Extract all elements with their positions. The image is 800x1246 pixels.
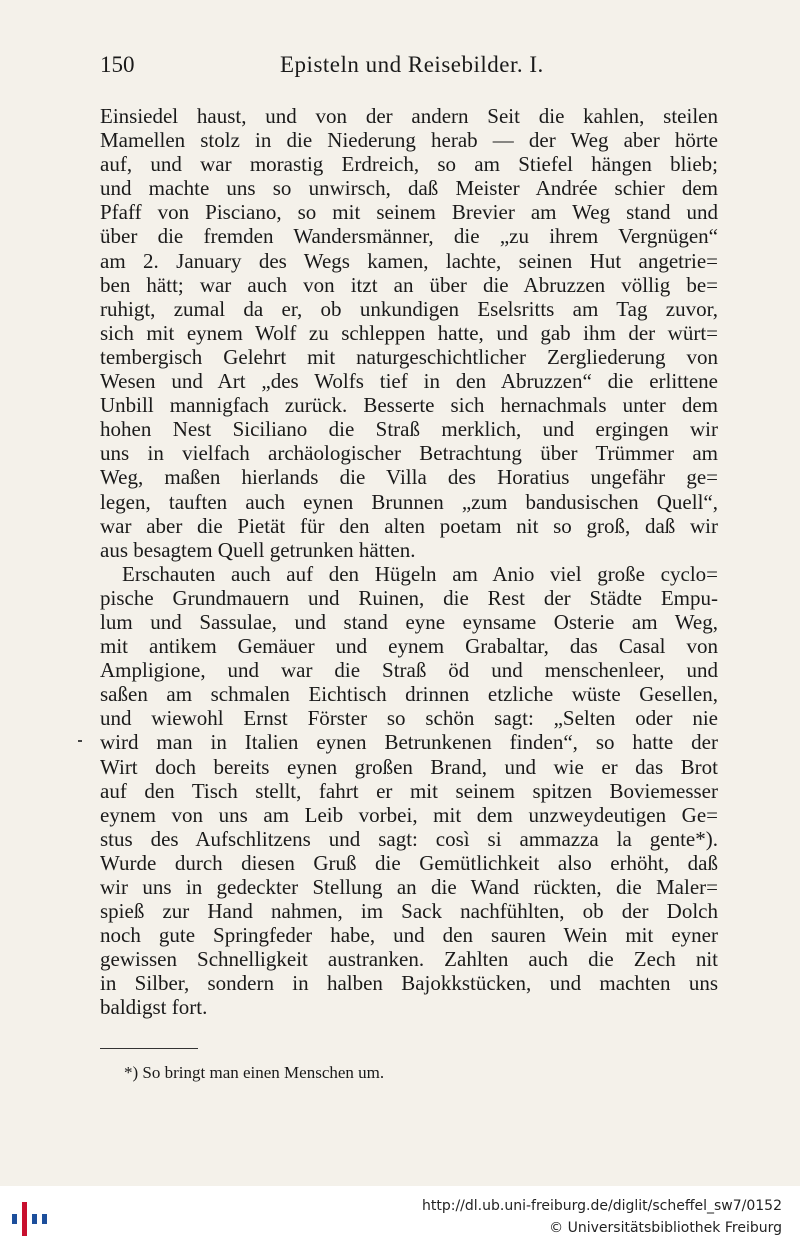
text-line: wir uns in gedeckter Stellung an die Wand rückten, die Maler=	[100, 875, 718, 899]
source-url-link[interactable]: http://dl.ub.uni-freiburg.de/diglit/scheffel_sw7/0152	[422, 1198, 782, 1214]
text-line: in Silber, sondern in halben Bajokkstücken, und machten uns	[100, 971, 718, 996]
text-line: baldigst fort.	[100, 995, 208, 1020]
text-line: noch gute Springfeder habe, und den sauren Wein mit eyner	[100, 923, 718, 948]
text-line: tembergisch Gelehrt mit naturgeschichtlicher Zergliederung von	[100, 344, 718, 369]
text-line: eynem von uns am Leib vorbei, mit dem unzweydeutigen Ge=	[100, 802, 718, 827]
text-line: Wirt doch bereits eynen großen Brand, und wie er das Brot	[100, 754, 718, 779]
text-line: auf, und war morastig Erdreich, so am Stiefel hängen blieb;	[100, 152, 718, 177]
text-line: Ampligione, und war die Straß öd und menschenleer, und	[100, 658, 718, 683]
footnote-rule	[100, 1048, 198, 1049]
text-line: saßen am schmalen Eichtisch drinnen etzliche wüste Gesellen,	[100, 682, 718, 707]
text-line: auf den Tisch stellt, fahrt er mit seinem spitzen Boviemesser	[100, 778, 718, 803]
text-line: ben hätt; war auch von itzt an über die Abruzzen völlig be=	[100, 272, 718, 297]
text-line: uns in vielfach archäologischer Betrachtung über Trümmer am	[100, 441, 718, 466]
text-line: spieß zur Hand nahmen, im Sack nachfühlten, ob der Dolch	[100, 899, 718, 924]
text-line: Weg, maßen hierlands die Villa des Horatius ungefähr ge=	[100, 465, 718, 490]
text-line: und machte uns so unwirsch, daß Meister Andrée schier dem	[100, 176, 718, 201]
page-number: 150	[100, 52, 135, 77]
copyright-notice: © Universitätsbibliothek Freiburg	[549, 1220, 782, 1236]
text-line: über die fremden Wandersmänner, die „zu ihrem Vergnügen“	[100, 224, 718, 249]
text-line: sich mit eynem Wolf zu schleppen hatte, und gab ihm der würt=	[100, 320, 718, 345]
text-line: aus besagtem Quell getrunken hätten.	[100, 537, 416, 562]
page-header	[100, 52, 716, 88]
footer-bar	[0, 1188, 800, 1246]
text-line: ruhigt, zumal da er, ob unkundigen Eselsritts am Tag zuvor,	[100, 296, 718, 321]
text-line: stus des Aufschlitzens und sagt: così si ammazza la gente*).	[100, 826, 718, 851]
text-line: Unbill mannigfach zurück. Besserte sich hernachmals unter dem	[100, 393, 718, 418]
body-text	[100, 104, 718, 1020]
footnote: *) So bringt man einen Menschen um.	[124, 1063, 385, 1082]
text-line: mit antikem Gemäuer und eynem Grabaltar, das Casal von	[100, 634, 718, 659]
margin-mark	[78, 740, 82, 742]
text-line: Pfaff von Pisciano, so mit seinem Brevier am Weg stand und	[100, 200, 718, 225]
text-line: Einsiedel haust, und von der andern Seit die kahlen, steilen	[100, 104, 718, 128]
text-line: Erschauten auch auf den Hügeln am Anio viel große cyclo=	[122, 561, 718, 586]
text-line: am 2. January des Wegs kamen, lachte, seinen Hut angetrie=	[100, 248, 718, 273]
text-line: Wurde durch diesen Gruß die Gemütlichkeit also erhöht, daß	[100, 850, 718, 875]
library-logo-icon[interactable]	[8, 1194, 52, 1238]
text-line: pische Grundmauern und Ruinen, die Rest der Städte Empu-	[100, 585, 718, 610]
text-line: lum und Sassulae, und stand eyne eynsame Osterie am Weg,	[100, 609, 718, 634]
text-line: Wesen und Art „des Wolfs tief in den Abruzzen“ die erlittene	[100, 369, 718, 394]
text-line: und wiewohl Ernst Förster so schön sagt: „Selten oder nie	[100, 706, 718, 731]
running-title: Episteln und Reisebilder. I.	[280, 52, 544, 77]
text-line: gewissen Schnelligkeit austranken. Zahlten auch die Zech nit	[100, 947, 718, 972]
text-line: wird man in Italien eynen Betrunkenen finden“, so hatte der	[100, 730, 718, 755]
text-line: war aber die Pietät für den alten poetam nit so groß, daß wir	[100, 513, 718, 538]
text-line: Mamellen stolz in die Niederung herab — der Weg aber hörte	[100, 128, 718, 153]
text-line: legen, tauften auch eynen Brunnen „zum bandusischen Quell“,	[100, 489, 718, 514]
text-line: hohen Nest Siciliano die Straß merklich, und ergingen wir	[100, 417, 718, 442]
